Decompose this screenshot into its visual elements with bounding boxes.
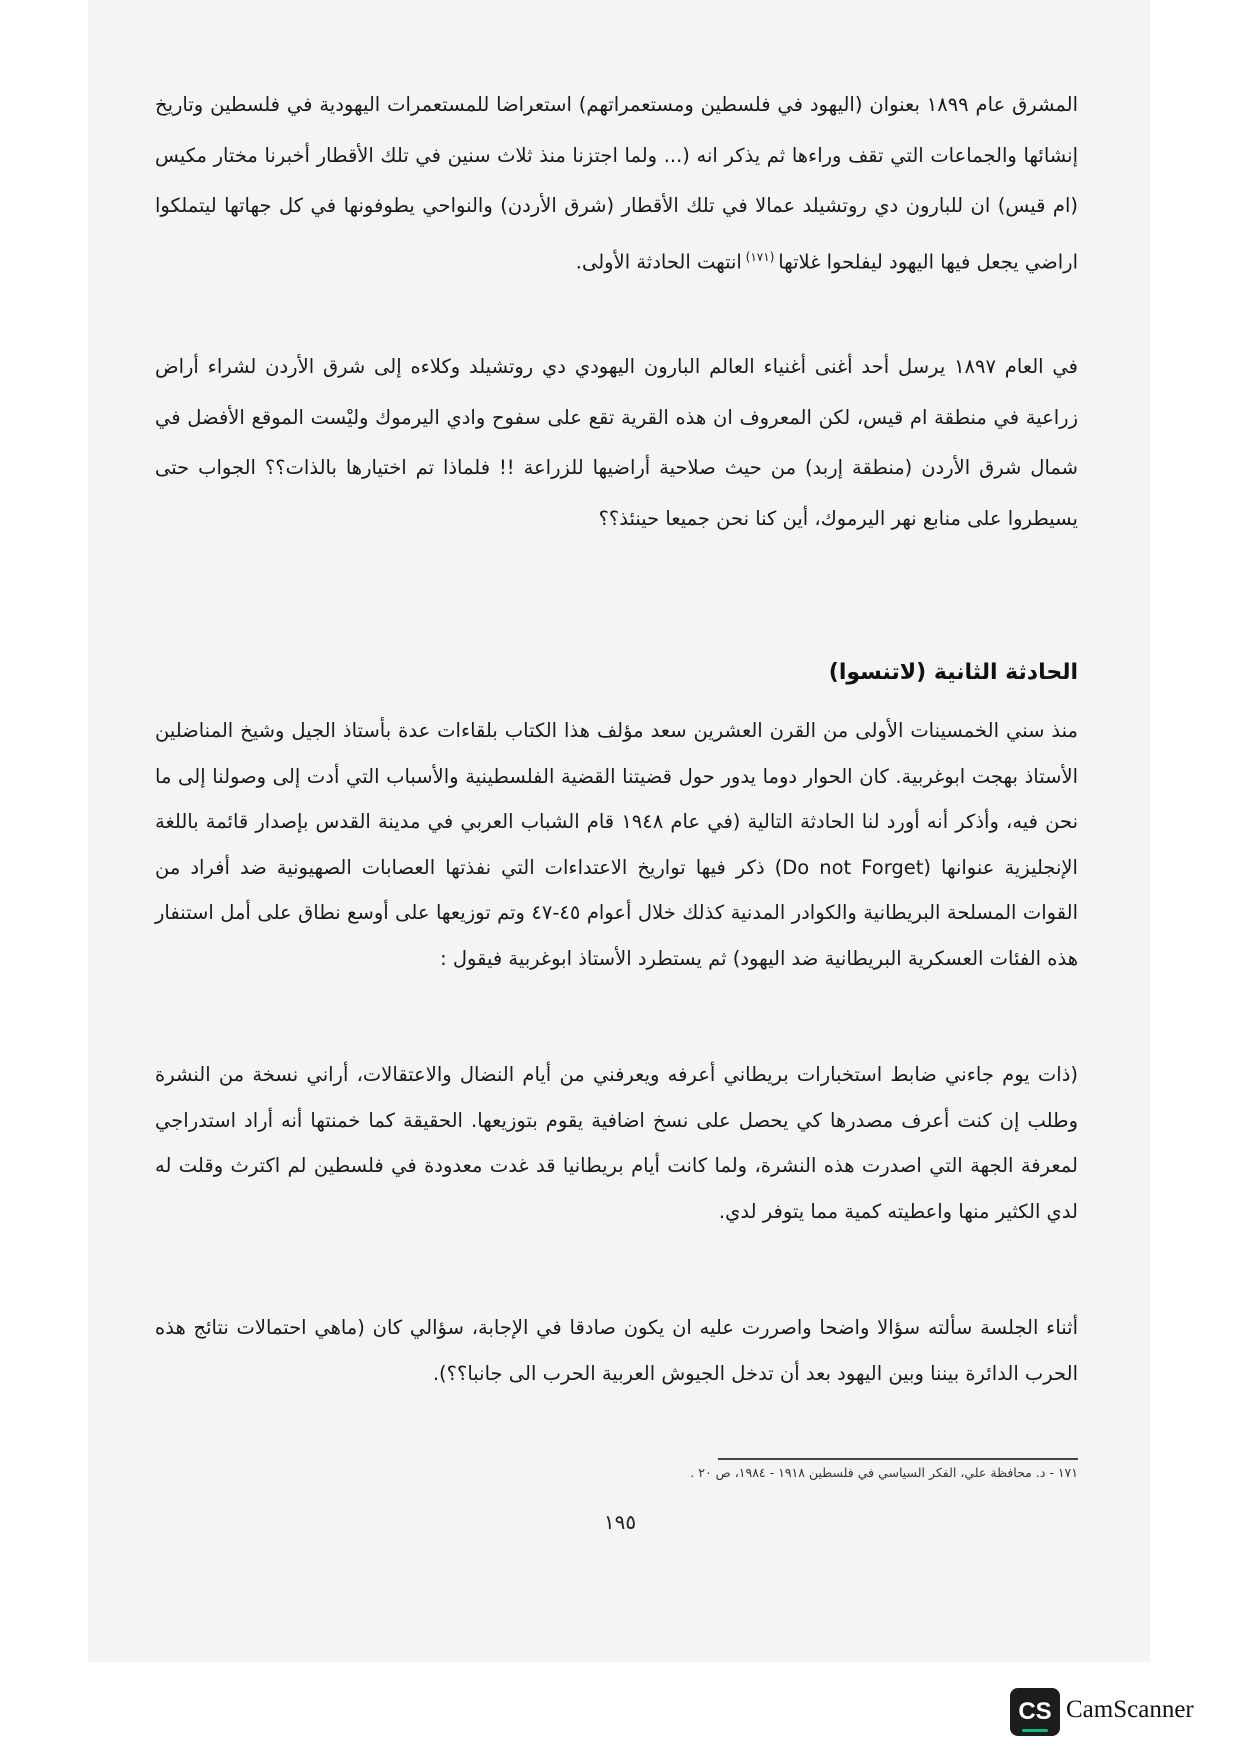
paragraph-1	[155, 80, 1078, 288]
paragraph-4: (ذات يوم جاءني ضابط استخبارات بريطاني أعرفه ويعرفني من أيام النضال والاعتقالات، أراني نسخة من النشرة وطلب إن كنت أعرف مصدرها كي يحصل على نسخ اضافية يقوم بتوزيعها. الحقيقة كما خمنتها أنه أراد استدراجي لمعرفة الجهة التي اصدرت هذه النشرة، ولما كانت أيام بريطانيا قد غدت معدودة في فلسطين لم اكترث وقلت له لدي الكثير منها واعطيته كمية مما يتوفر لدي.	[155, 1063, 1078, 1223]
paragraph-5: أثناء الجلسة سألته سؤالا واضحا واصررت عليه ان يكون صادقا في الإجابة، سؤالي كان (ماهي احتمالات نتائج هذه الحرب الدائرة بيننا وبين اليهود بعد أن تدخل الجيوش العربية الحرب الى جانبا؟؟).	[155, 1316, 1078, 1385]
camscanner-logo-icon	[1010, 1688, 1060, 1736]
footnote-reference: (١٧١)	[741, 249, 779, 264]
section-heading: الحادثة الثانية (لاتنسوا)	[828, 660, 1078, 685]
paragraph-3: منذ سني الخمسينات الأولى من القرن العشرين سعد مؤلف هذا الكتاب بلقاءات عدة بأستاذ الجيل وشيخ المناضلين الأستاذ بهجت ابوغربية. كان الحوار دوما يدور حول قضيتنا القضية الفلسطينية والأسباب التي أدت إلى وصولنا إلى ما نحن فيه، وأذكر أنه أورد لنا الحادثة التالية (في عام ١٩٤٨ قام الشباب العربي في مدينة القدس بإصدار قائمة باللغة الإنجليزية عنوانها (Do not Forget) ذكر فيها تواريخ الاعتداءات التي نفذتها العصابات الصهيونية ضد أفراد من القوات المسلحة البريطانية والكوادر المدنية كذلك خلال أعوام ٤٥-٤٧ وتم توزيعها على أوسع نطاق على أمل استنفار هذه الفئات العسكرية البريطانية ضد اليهود) ثم يستطرد الأستاذ ابوغربية فيقول :	[155, 719, 1079, 970]
paragraph-1-text: المشرق عام ١٨٩٩ بعنوان (اليهود في فلسطين ومستعمراتهم) استعراضا للمستعمرات اليهودية في فلسطين وتاريخ إنشائها والجماعات التي تقف وراءها ثم يذكر انه (... ولما اجتزنا منذ ثلاث سنين في تلك الأقطار أخبرنا مختار مكيس (ام قيس) ان للبارون دي روتشيلد عمالا في تلك الأقطار (شرق الأردن) والنواحي يطوفونها في كل جهاتها ليتملكوا اراضي يجعل فيها اليهود ليفلحوا غلاتها	[155, 93, 1079, 273]
paragraph-1-end: انتهت الحادثة الأولى.	[575, 250, 742, 273]
camscanner-brand: CamScanner	[1066, 1696, 1194, 1723]
footnote: ١٧١ - د. محافظة علي، الفكر السياسي في فلسطين ١٩١٨ - ١٩٨٤، ص ٢٠ .	[690, 1465, 1078, 1480]
logo-text: CS	[1018, 1698, 1052, 1725]
footnote-divider	[718, 1458, 1078, 1460]
page-number: ١٩٥	[603, 1510, 637, 1534]
paragraph-2: في العام ١٨٩٧ يرسل أحد أغنى أغنياء العالم البارون اليهودي دي روتشيلد وكلاءه إلى شرق الأردن لشراء أراض زراعية في منطقة ام قيس، لكن المعروف ان هذه القرية تقع على سفوح وادي اليرموك وليْست الموقع الأفضل في شمال شرق الأردن (منطقة إربد) من حيث صلاحية أراضيها للزراعة !! فلماذا تم اختيارها بالذات؟؟ الجواب حتى يسيطروا على منابع نهر اليرموك، أين كنا نحن جميعا حينئذ؟؟	[155, 355, 1078, 530]
